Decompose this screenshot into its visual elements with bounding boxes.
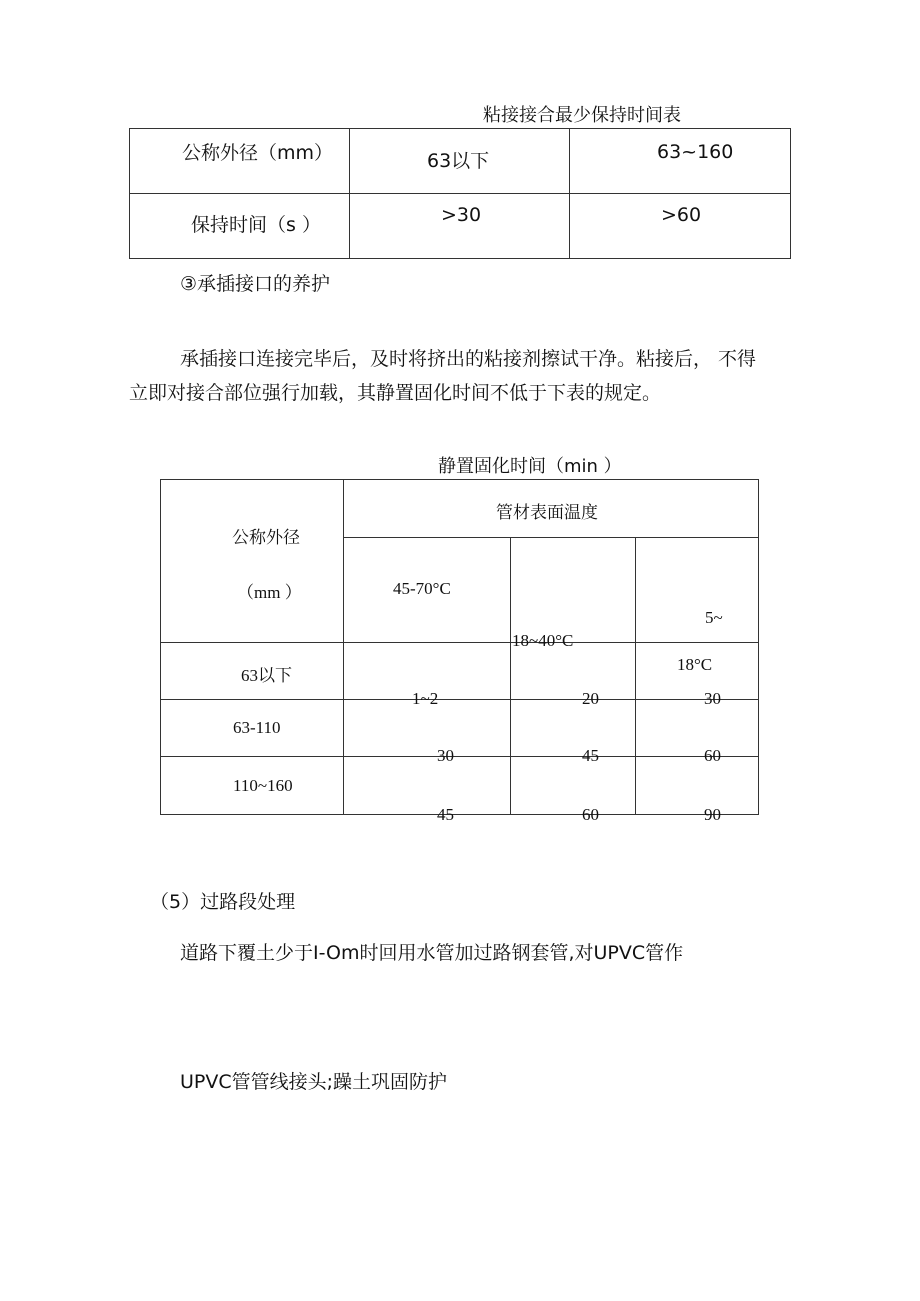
curing-time-table <box>160 479 759 824</box>
header-temp-18-40: 18~40°C <box>512 631 574 650</box>
table-cell <box>350 129 570 194</box>
value-cell: 45 <box>582 746 599 765</box>
header-temp-5-18-part1: 5~ <box>705 608 723 627</box>
header-temp-45-70: 45-70°C <box>393 579 451 598</box>
paragraph-line-2: 立即对接合部位强行加载，其静置固化时间不低于下表的规定。 <box>129 382 662 404</box>
table-row <box>161 700 759 757</box>
table-row <box>130 194 791 259</box>
value-cell: 90 <box>704 804 721 824</box>
table-cell <box>511 643 636 708</box>
value-cell: 20 <box>582 689 599 708</box>
value-cell: 60 <box>704 746 721 765</box>
table-row <box>161 643 759 700</box>
header-temp-5-18-part2: 18°C <box>677 655 713 674</box>
value-gt-60: >60 <box>661 204 702 226</box>
table-cell <box>511 700 636 765</box>
section5-heading: （5）过路段处理 <box>150 891 296 913</box>
header-below-63: 63以下 <box>427 150 490 172</box>
table-row <box>130 129 791 194</box>
value-gt-30: >30 <box>441 204 482 226</box>
table-cell <box>130 129 350 194</box>
table-row <box>161 757 759 815</box>
table-cell <box>161 757 344 815</box>
table-cell <box>344 757 511 824</box>
size-cell: 110~160 <box>233 776 293 795</box>
table-cell <box>344 643 511 708</box>
size-cell: 63-110 <box>233 718 281 737</box>
table-cell <box>350 194 570 259</box>
header-63-160: 63~160 <box>657 141 734 163</box>
table-cell <box>344 538 511 643</box>
holding-time-table <box>129 128 791 259</box>
table1-title: 粘接接合最少保持时间表 <box>483 105 681 126</box>
header-pipe-surface-temp: 管材表面温度 <box>496 503 598 523</box>
table-cell <box>130 194 350 259</box>
value-cell: 45 <box>437 804 454 824</box>
table-cell <box>511 538 636 650</box>
row-holding-time-label: 保持时间（s ） <box>191 214 321 236</box>
value-cell: 1~2 <box>412 689 439 708</box>
table-cell <box>161 643 344 700</box>
section5-line-2: UPVC管管线接头;躁土巩固防护 <box>180 1071 448 1093</box>
table-cell <box>570 194 791 259</box>
section-heading: ③承插接口的养护 <box>180 273 331 295</box>
table-cell <box>511 757 636 824</box>
table-row <box>161 480 759 538</box>
paragraph-line-1: 承插接口连接完毕后，及时将挤出的粘接剂擦试干净。粘接后， 不得 <box>180 348 757 370</box>
value-cell: 60 <box>582 804 599 824</box>
section5-line-1: 道路下覆土少于I-Om时回用水管加过路钢套管,对UPVC管作 <box>180 942 684 964</box>
table-cell <box>636 700 759 765</box>
size-cell: 63以下 <box>241 666 292 685</box>
table2-title: 静置固化时间（min ） <box>438 456 622 477</box>
table-cell <box>636 538 759 674</box>
table-cell <box>570 129 791 194</box>
table-cell <box>161 480 344 643</box>
header-nominal-diameter: 公称外径（mm） <box>182 142 334 164</box>
value-cell: 30 <box>437 746 454 765</box>
header-nominal-diameter: 公称外径 <box>232 528 300 548</box>
table-cell <box>161 700 344 757</box>
table-cell <box>636 757 759 824</box>
value-cell: 30 <box>704 689 721 708</box>
header-unit-mm: （mm ） <box>237 583 302 602</box>
table-cell <box>344 480 759 538</box>
